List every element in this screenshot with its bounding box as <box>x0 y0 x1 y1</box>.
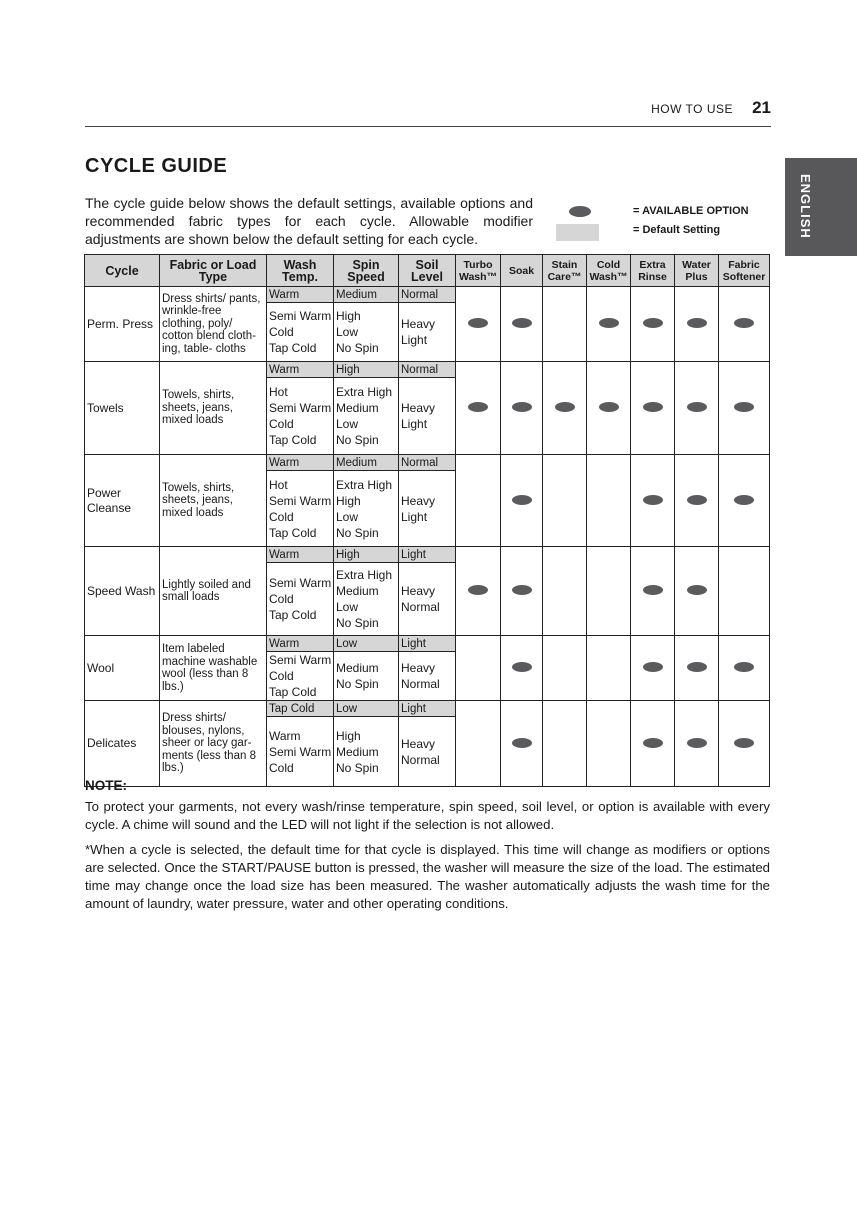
header-water-plus: Water Plus <box>675 255 719 287</box>
header-soil-level: Soil Level <box>399 255 456 287</box>
available-option-oval-icon <box>599 318 619 328</box>
default-soil: Normal <box>399 455 456 471</box>
fabric-type: Towels, shirts, sheets, jeans, mixed loads <box>160 362 267 455</box>
modifier-spin: High Low No Spin <box>334 303 399 362</box>
modifier-soil: Heavy Normal <box>399 717 456 787</box>
header-spin-speed: Spin Speed <box>334 255 399 287</box>
available-option-oval-icon <box>687 402 707 412</box>
modifier-soil: Heavy Light <box>399 471 456 547</box>
option-extra-rinse <box>631 362 675 455</box>
table-row <box>85 362 770 378</box>
default-temp: Tap Cold <box>267 701 334 717</box>
option-cold-wash <box>587 455 631 547</box>
available-option-oval-icon <box>687 585 707 595</box>
page-title: CYCLE GUIDE <box>85 155 228 177</box>
modifier-spin: High Medium No Spin <box>334 717 399 787</box>
table-header-row <box>85 255 770 287</box>
default-soil: Light <box>399 547 456 563</box>
cycle-name: Power Cleanse <box>85 455 160 547</box>
option-fabric-softener <box>719 547 770 636</box>
header-cycle: Cycle <box>85 255 160 287</box>
default-temp: Warm <box>267 455 334 471</box>
option-cold-wash <box>587 362 631 455</box>
option-soak <box>501 362 543 455</box>
default-setting-swatch <box>556 224 599 241</box>
available-option-oval-icon <box>734 402 754 412</box>
option-fabric-softener <box>719 455 770 547</box>
default-soil: Light <box>399 701 456 717</box>
option-fabric-softener <box>719 701 770 787</box>
header-wash-temp: Wash Temp. <box>267 255 334 287</box>
available-option-oval-icon <box>512 585 532 595</box>
default-spin: Medium <box>334 455 399 471</box>
fabric-type: Dress shirts/ pants, wrinkle-free clothing, poly/ cotton blend cloth-ing, table- cloths <box>160 287 267 362</box>
header-extra-rinse: Extra Rinse <box>631 255 675 287</box>
option-extra-rinse <box>631 287 675 362</box>
available-option-oval-icon <box>512 662 532 672</box>
option-water-plus <box>675 701 719 787</box>
table-row <box>85 455 770 471</box>
modifier-temp: Hot Semi Warm Cold Tap Cold <box>267 471 334 547</box>
default-spin: Low <box>334 636 399 652</box>
modifier-spin: Medium No Spin <box>334 652 399 701</box>
default-soil: Normal <box>399 362 456 378</box>
option-extra-rinse <box>631 636 675 701</box>
cycle-name: Towels <box>85 362 160 455</box>
table-row <box>85 547 770 563</box>
option-stain-care <box>543 547 587 636</box>
modifier-soil: Heavy Normal <box>399 652 456 701</box>
modifier-temp: Hot Semi Warm Cold Tap Cold <box>267 378 334 455</box>
option-turbo-wash <box>456 636 501 701</box>
available-option-oval-icon <box>512 402 532 412</box>
option-extra-rinse <box>631 701 675 787</box>
option-water-plus <box>675 547 719 636</box>
option-cold-wash <box>587 701 631 787</box>
modifier-spin: Extra High Medium Low No Spin <box>334 378 399 455</box>
option-soak <box>501 547 543 636</box>
header-cold-wash: Cold Wash™ <box>587 255 631 287</box>
fabric-type: Towels, shirts, sheets, jeans, mixed loads <box>160 455 267 547</box>
header-soak: Soak <box>501 255 543 287</box>
available-option-oval-icon <box>734 738 754 748</box>
option-stain-care <box>543 455 587 547</box>
available-option-oval-icon <box>687 738 707 748</box>
option-turbo-wash <box>456 362 501 455</box>
cycle-name: Wool <box>85 636 160 701</box>
page-number: 21 <box>752 98 771 117</box>
fabric-type: Lightly soiled and small loads <box>160 547 267 636</box>
cycle-name: Speed Wash <box>85 547 160 636</box>
modifier-soil: Heavy Normal <box>399 563 456 636</box>
default-temp: Warm <box>267 547 334 563</box>
header-fabric: Fabric or Load Type <box>160 255 267 287</box>
option-fabric-softener <box>719 636 770 701</box>
option-soak <box>501 455 543 547</box>
default-spin: Low <box>334 701 399 717</box>
note-paragraph-2: *When a cycle is selected, the default time for that cycle is displayed. This time will change as modifiers or options are selected. Once the START/PAUSE button is pressed, the washer will measure the size of the load. The estimated time may change once the load size has been measured. The washer automatically adjusts the wash time for the amount of laundry, water pressure, water and other operating conditions. <box>85 842 770 911</box>
fabric-type: Item labeled machine washable wool (less than 8 lbs.) <box>160 636 267 701</box>
available-option-oval-icon <box>687 495 707 505</box>
available-option-oval-icon <box>468 318 488 328</box>
option-soak <box>501 636 543 701</box>
default-soil: Normal <box>399 287 456 303</box>
available-option-oval-icon <box>643 318 663 328</box>
option-soak <box>501 701 543 787</box>
modifier-temp: Warm Semi Warm Cold <box>267 717 334 787</box>
header-fabric-softener: Fabric Softener <box>719 255 770 287</box>
header-turbo-wash: Turbo Wash™ <box>456 255 501 287</box>
table-row <box>85 701 770 717</box>
option-turbo-wash <box>456 455 501 547</box>
available-option-oval-icon <box>643 738 663 748</box>
option-turbo-wash <box>456 701 501 787</box>
note-paragraph-1: To protect your garments, not every wash/rinse temperature, spin speed, soil level, or option is available with every cycle. A chime will sound and the LED will not light if the selection is not allowed. <box>85 799 770 832</box>
available-option-oval-icon <box>734 662 754 672</box>
available-option-oval-icon <box>468 585 488 595</box>
default-temp: Warm <box>267 636 334 652</box>
option-water-plus <box>675 636 719 701</box>
available-option-oval-icon <box>643 402 663 412</box>
available-option-oval-icon <box>734 318 754 328</box>
option-cold-wash <box>587 547 631 636</box>
option-stain-care <box>543 636 587 701</box>
fabric-type: Dress shirts/ blouses, nylons, sheer or lacy gar-ments (less than 8 lbs.) <box>160 701 267 787</box>
option-cold-wash <box>587 287 631 362</box>
section-title: HOW TO USE <box>651 102 733 116</box>
header-stain-care: Stain Care™ <box>543 255 587 287</box>
cycle-name: Perm. Press <box>85 287 160 362</box>
available-option-oval-icon <box>569 206 591 217</box>
page-header <box>85 96 771 127</box>
available-option-oval-icon <box>687 662 707 672</box>
modifier-temp: Semi Warm Cold Tap Cold <box>267 303 334 362</box>
default-temp: Warm <box>267 362 334 378</box>
language-tab <box>785 158 857 256</box>
available-option-oval-icon <box>468 402 488 412</box>
cycle-name: Delicates <box>85 701 160 787</box>
available-option-oval-icon <box>599 402 619 412</box>
modifier-soil: Heavy Light <box>399 378 456 455</box>
option-fabric-softener <box>719 287 770 362</box>
available-option-oval-icon <box>643 585 663 595</box>
default-soil: Light <box>399 636 456 652</box>
option-water-plus <box>675 362 719 455</box>
option-stain-care <box>543 362 587 455</box>
modifier-temp: Semi Warm Cold Tap Cold <box>267 563 334 636</box>
default-spin: Medium <box>334 287 399 303</box>
table-row <box>85 287 770 303</box>
option-extra-rinse <box>631 547 675 636</box>
modifier-spin: Extra High High Low No Spin <box>334 471 399 547</box>
note-heading: NOTE: <box>85 778 127 793</box>
option-extra-rinse <box>631 455 675 547</box>
option-stain-care <box>543 701 587 787</box>
available-option-oval-icon <box>687 318 707 328</box>
default-temp: Warm <box>267 287 334 303</box>
option-stain-care <box>543 287 587 362</box>
default-spin: High <box>334 547 399 563</box>
legend-default-label: = Default Setting <box>633 224 721 236</box>
available-option-oval-icon <box>643 495 663 505</box>
available-option-oval-icon <box>555 402 575 412</box>
modifier-soil: Heavy Light <box>399 303 456 362</box>
default-spin: High <box>334 362 399 378</box>
table-row <box>85 636 770 652</box>
modifier-spin: Extra High Medium Low No Spin <box>334 563 399 636</box>
option-water-plus <box>675 455 719 547</box>
available-option-oval-icon <box>512 318 532 328</box>
legend-available-label: = AVAILABLE OPTION <box>633 205 749 217</box>
cycle-guide-table <box>84 254 770 787</box>
available-option-oval-icon <box>512 738 532 748</box>
available-option-oval-icon <box>512 495 532 505</box>
option-soak <box>501 287 543 362</box>
option-turbo-wash <box>456 287 501 362</box>
available-option-oval-icon <box>643 662 663 672</box>
modifier-temp: Semi Warm Cold Tap Cold <box>267 652 334 701</box>
option-fabric-softener <box>719 362 770 455</box>
language-tab-label: ENGLISH <box>798 174 813 239</box>
intro-paragraph: The cycle guide below shows the default settings, available options and recommended fabric types for each cycle. Allowable modifier adjustments are shown below the default setting for each cycle. <box>85 195 533 247</box>
option-turbo-wash <box>456 547 501 636</box>
option-cold-wash <box>587 636 631 701</box>
available-option-oval-icon <box>734 495 754 505</box>
option-water-plus <box>675 287 719 362</box>
